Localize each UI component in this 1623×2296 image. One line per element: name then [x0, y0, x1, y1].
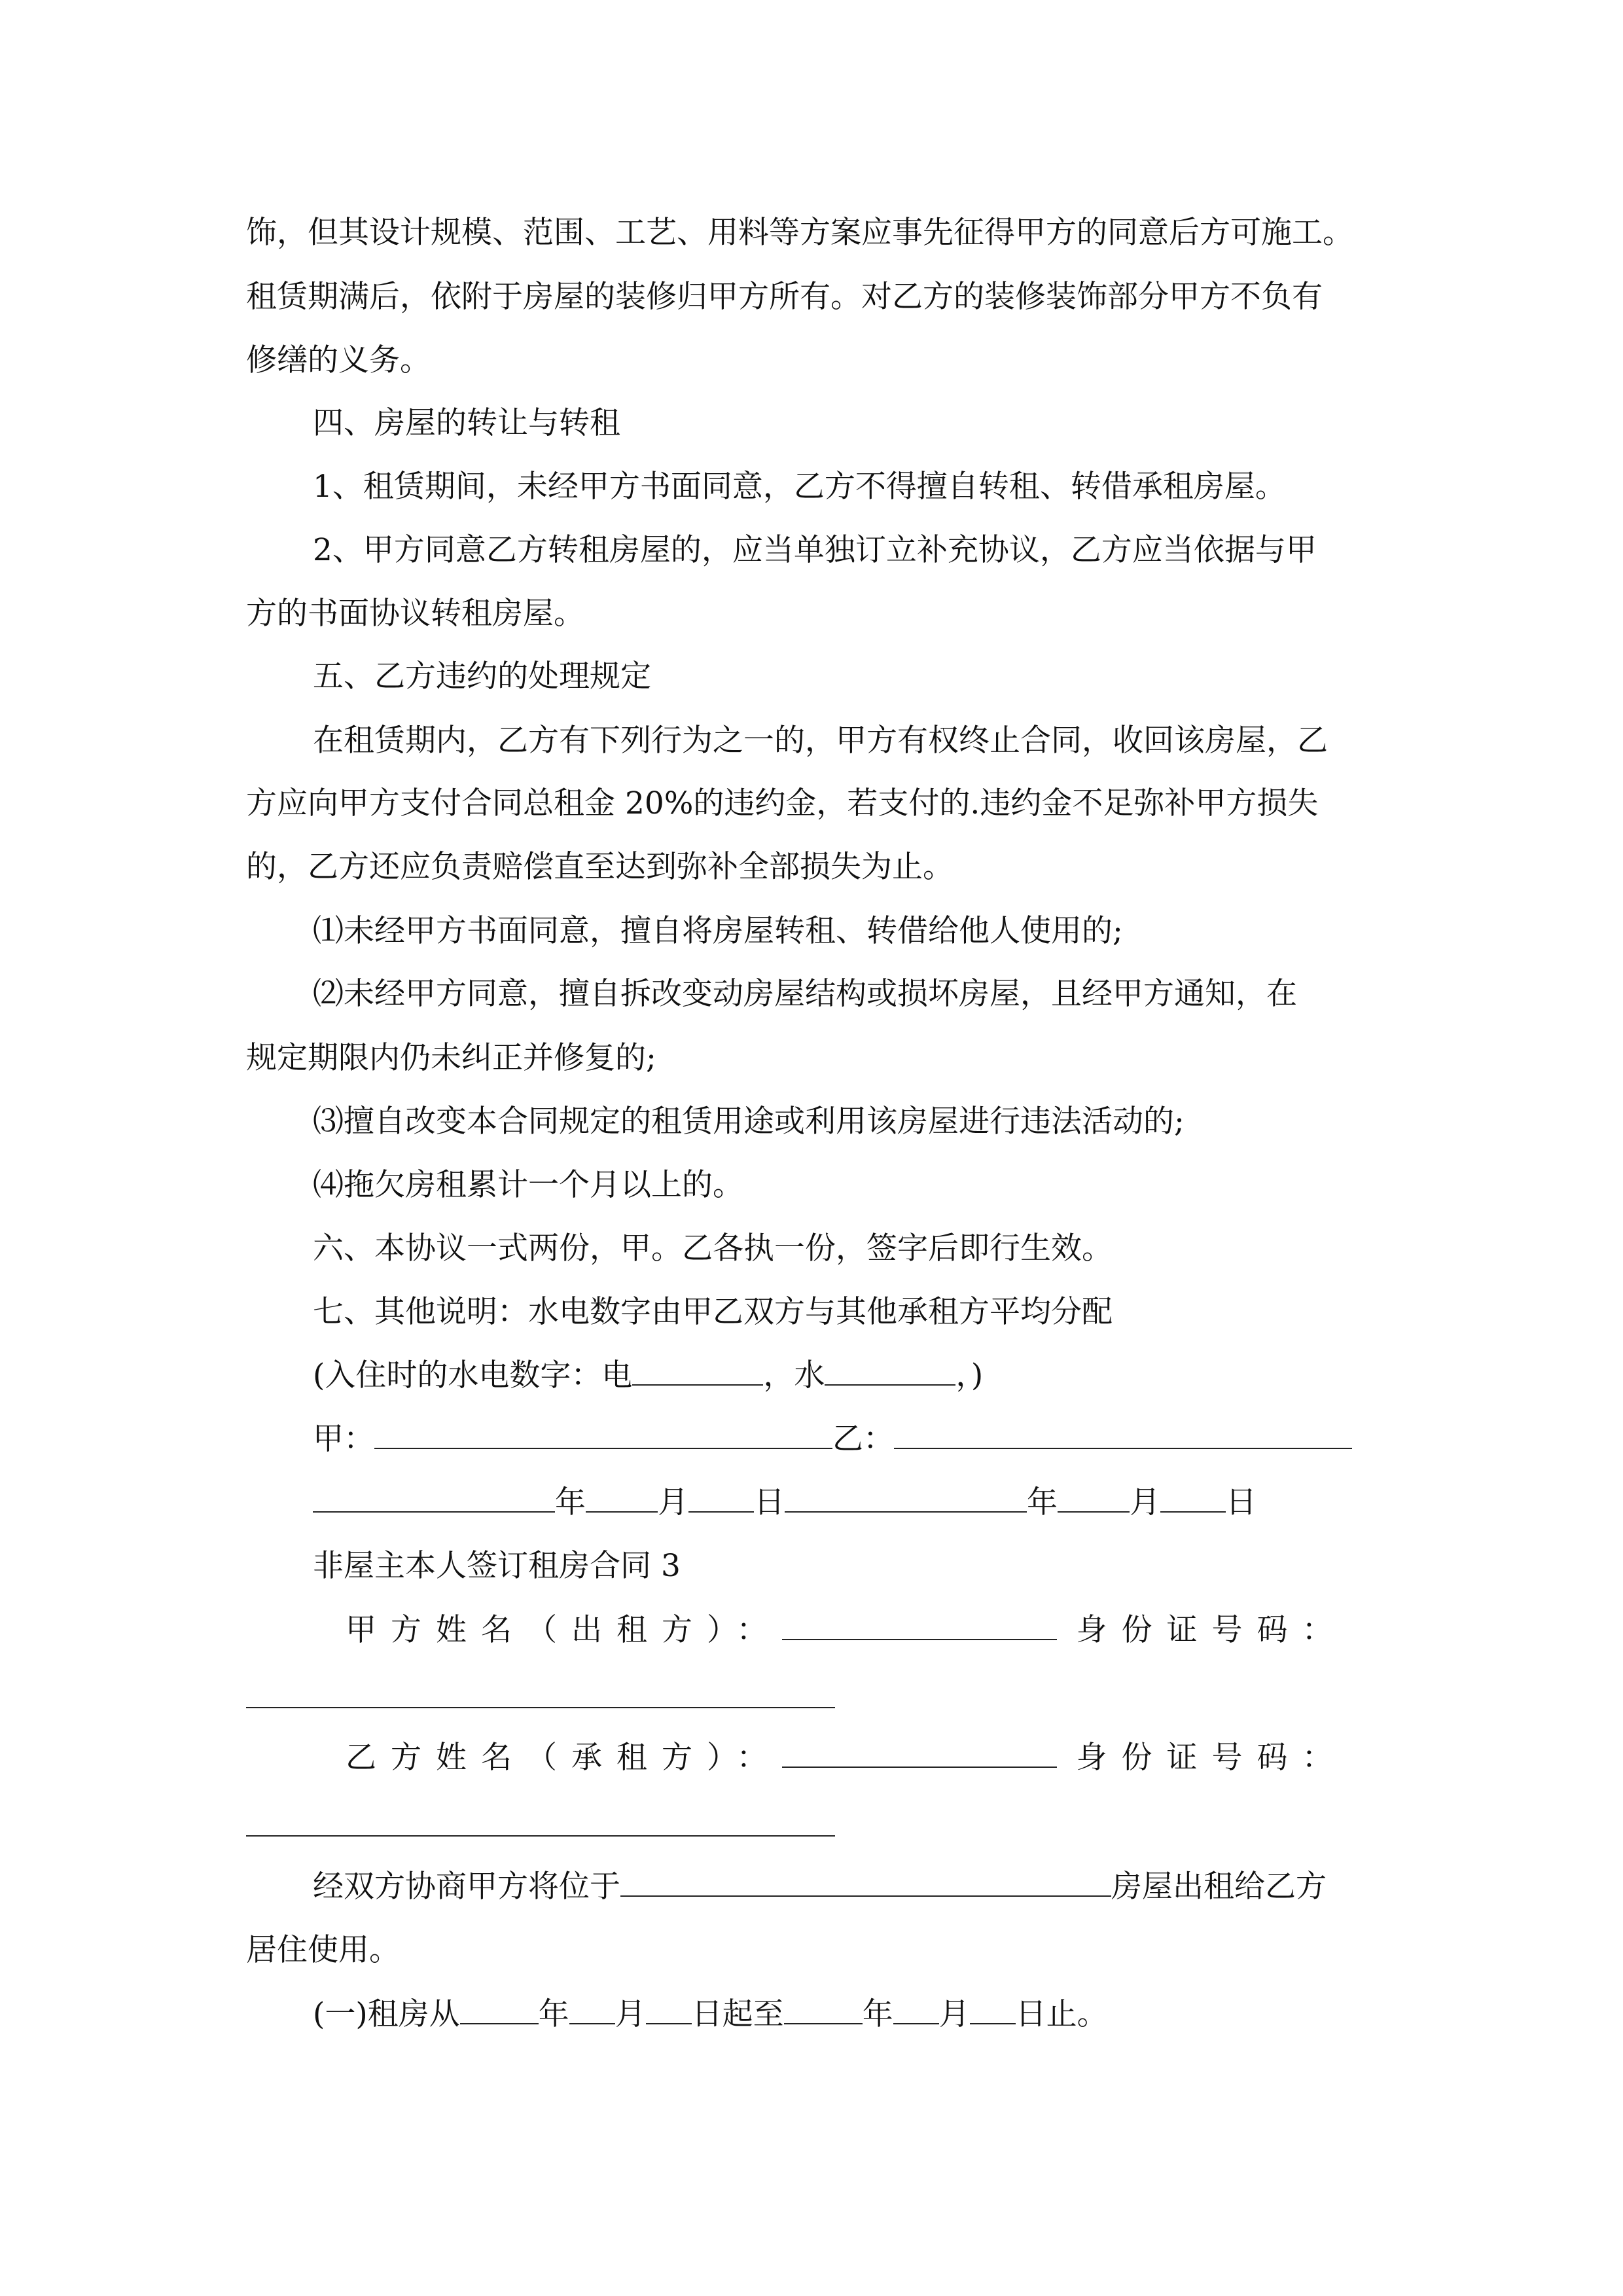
year-label: 年: [538, 1996, 569, 2032]
list-item: 规定期限内仍未纠正并修复的;: [246, 1040, 656, 1076]
clause: 六、本协议一式两份，甲。乙各执一份，签字后即行生效。: [313, 1230, 1113, 1266]
party-a-id-blank[interactable]: [246, 1707, 835, 1708]
clause: 方的书面协议转租房屋。: [246, 596, 584, 632]
party-a-sign-label: 甲：: [313, 1421, 374, 1457]
party-b-sign-blank[interactable]: [894, 1422, 1352, 1449]
party-a-name-blank[interactable]: [782, 1613, 1057, 1640]
section-heading: 五、乙方违约的处理规定: [313, 658, 651, 694]
month-label: 月: [938, 1996, 970, 2032]
paragraph-line: 饰，但其设计规模、范围、工艺、用料等方案应事先征得甲方的同意后方可施工。: [246, 215, 1353, 251]
water-blank[interactable]: [825, 1358, 955, 1386]
party-b-line: [346, 1738, 1347, 1778]
month-label: 月: [658, 1484, 688, 1520]
section-heading: 四、房屋的转让与转租: [313, 405, 620, 441]
year-label: 年: [555, 1484, 586, 1520]
party-b-name-label: 乙方姓名（承租方）：: [346, 1740, 782, 1776]
party-b-id-blank[interactable]: [246, 1835, 835, 1837]
start-day-blank[interactable]: [646, 1997, 692, 2024]
date-a-year-blank[interactable]: [313, 1485, 555, 1513]
month-label: 月: [1130, 1484, 1160, 1520]
day-label: 日: [754, 1484, 785, 1520]
lease-location-line: [313, 1867, 1327, 1907]
list-item: ⑷拖欠房租累计一个月以上的。: [313, 1167, 743, 1203]
party-b-sign-label: 乙：: [832, 1421, 894, 1457]
date-b-month-blank[interactable]: [1058, 1485, 1130, 1513]
date-a-day-blank[interactable]: [688, 1485, 754, 1513]
lease-pre: 经双方协商甲方将位于: [313, 1869, 620, 1905]
meter-close: ，): [955, 1357, 984, 1393]
meter-reading-line: [313, 1356, 983, 1395]
water-label: ，水: [763, 1357, 825, 1393]
month-label: 月: [615, 1996, 646, 2032]
meter-label: (入住时的水电数字：电: [313, 1357, 633, 1393]
list-item: ⑶擅自改变本合同规定的租赁用途或利用该房屋进行违法活动的;: [313, 1103, 1185, 1139]
paragraph-line: 修缮的义务。: [246, 342, 431, 378]
paragraph-line: 租赁期满后，依附于房屋的装修归甲方所有。对乙方的装修装饰部分甲方不负有: [246, 279, 1323, 315]
year-label: 年: [862, 1996, 893, 2032]
clause: 2、甲方同意乙方转租房屋的，应当单独订立补充协议，乙方应当依据与甲: [313, 532, 1317, 568]
paragraph-line: 方应向甲方支付合同总租金 20%的违约金，若支付的.违约金不足弥补甲方损失: [246, 785, 1319, 821]
term-end: 日止。: [1015, 1996, 1108, 2032]
date-a-month-blank[interactable]: [586, 1485, 658, 1513]
party-a-id-label: 身份证号码：: [1076, 1612, 1347, 1648]
date-b-day-blank[interactable]: [1160, 1485, 1226, 1513]
party-b-name-blank[interactable]: [782, 1740, 1057, 1768]
start-month-blank[interactable]: [569, 1997, 615, 2024]
term-label: (一)租房从: [313, 1996, 460, 2032]
signature-line: [313, 1420, 1352, 1459]
date-line: [313, 1483, 1257, 1522]
party-b-id-label: 身份证号码：: [1076, 1740, 1347, 1776]
year-label: 年: [1027, 1484, 1058, 1520]
lease-post: 房屋出租给乙方: [1111, 1869, 1327, 1905]
day-label: 日: [1226, 1484, 1257, 1520]
list-item: ⑵未经甲方同意，擅自拆改变动房屋结构或损坏房屋，且经甲方通知，在: [313, 976, 1297, 1012]
end-month-blank[interactable]: [893, 1997, 939, 2024]
term-from: 日起至: [691, 1996, 784, 2032]
clause: 1、租赁期间，未经甲方书面同意，乙方不得擅自转租、转借承租房屋。: [313, 469, 1286, 505]
end-year-blank[interactable]: [784, 1997, 863, 2024]
date-b-year-blank[interactable]: [785, 1485, 1027, 1513]
party-a-line: [346, 1611, 1347, 1650]
property-address-blank[interactable]: [620, 1869, 1111, 1897]
start-year-blank[interactable]: [460, 1997, 539, 2024]
contract-title: 非屋主本人签订租房合同 3: [313, 1548, 681, 1584]
party-a-name-label: 甲方姓名（出租方）：: [346, 1612, 782, 1648]
clause: 七、其他说明：水电数字由甲乙双方与其他承租方平均分配: [313, 1294, 1113, 1330]
list-item: ⑴未经甲方书面同意，擅自将房屋转租、转借给他人使用的;: [313, 913, 1123, 949]
lease-cont: 居住使用。: [246, 1932, 400, 1968]
paragraph-line: 的，乙方还应负责赔偿直至达到弥补全部损失为止。: [246, 849, 954, 885]
paragraph-line: 在租赁期内，乙方有下列行为之一的，甲方有权终止合同，收回该房屋，乙: [313, 723, 1328, 759]
lease-term-line: [313, 1995, 1108, 2034]
party-a-sign-blank[interactable]: [374, 1422, 832, 1449]
electricity-blank[interactable]: [632, 1358, 763, 1386]
end-day-blank[interactable]: [970, 1997, 1016, 2024]
